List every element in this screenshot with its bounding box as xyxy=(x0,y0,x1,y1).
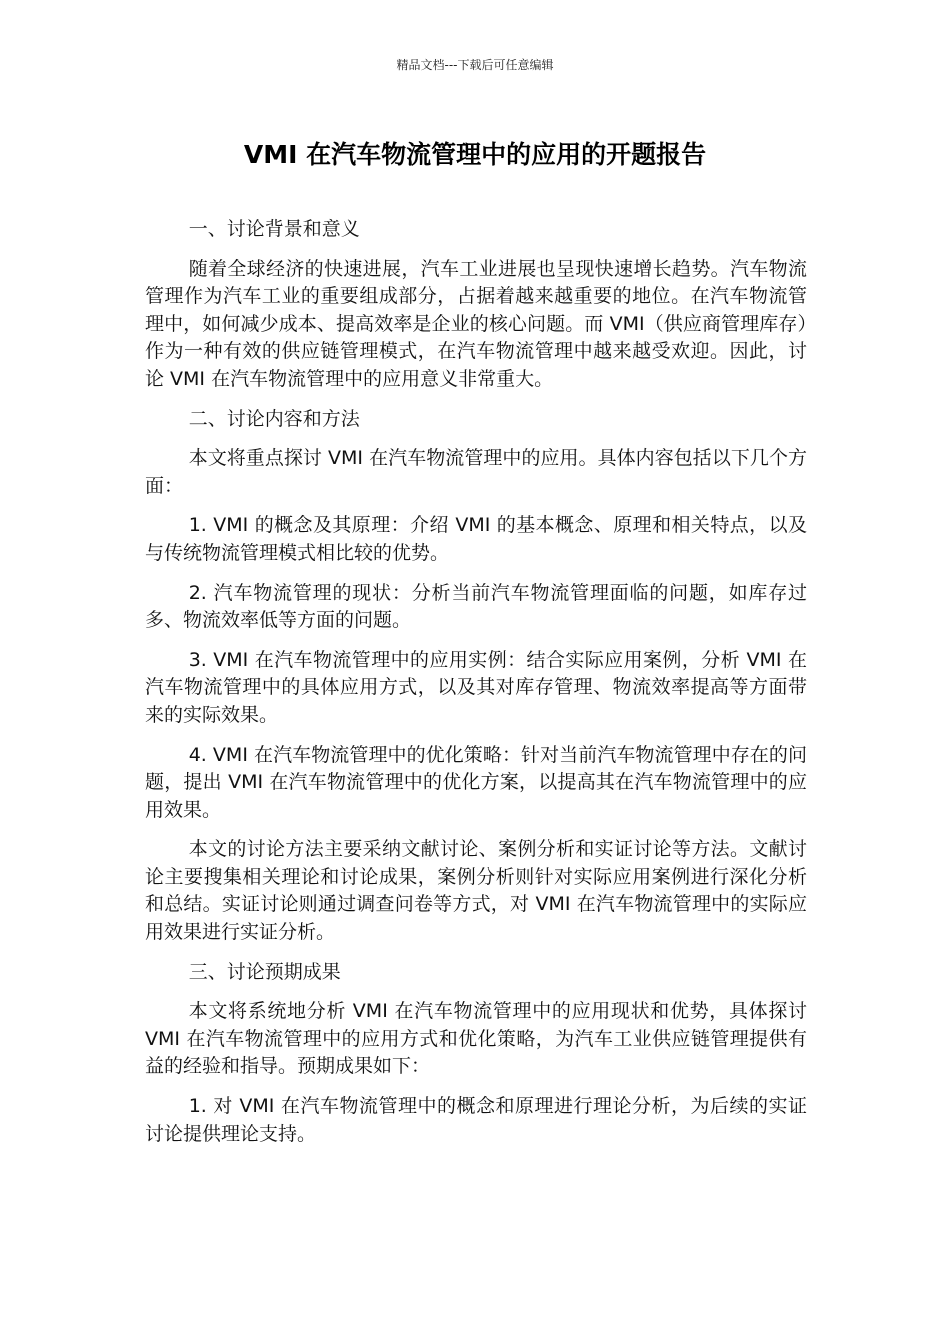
list-item-3: 3. VMI 在汽车物流管理中的应用实例：结合实际应用案例，分析 VMI 在汽车物流管理中的具体应用方式，以及其对库存管理、物流效率提高等方面带来的实际效果。 xyxy=(145,648,807,726)
header-note: 精品文档---下载后可任意编辑 xyxy=(396,58,554,72)
section-heading-expected-results: 三、讨论预期成果 xyxy=(188,960,341,983)
paragraph-expected-results: 本文将系统地分析 VMI 在汽车物流管理中的应用现状和优势，具体探讨 VMI 在汽车物流管理中的应用方式和优化策略，为汽车工业供应链管理提供有益的经验和指导。预期成果如下： xyxy=(145,1000,807,1078)
paragraph-methods: 本文的讨论方法主要采纳文献讨论、案例分析和实证讨论等方法。文献讨论主要搜集相关理论和讨论成果，案例分析则针对实际应用案例进行深化分析和总结。实证讨论则通过调查问卷等方式，对 VMI 在汽车物流管理中的实际应用效果进行实证分析。 xyxy=(145,838,807,944)
list-item-1: 1. VMI 的概念及其原理：介绍 VMI 的基本概念、原理和相关特点，以及与传统物流管理模式相比较的优势。 xyxy=(145,514,807,564)
section-heading-content-method: 二、讨论内容和方法 xyxy=(188,407,360,430)
section-heading-background: 一、讨论背景和意义 xyxy=(188,218,360,240)
paragraph-background: 随着全球经济的快速进展，汽车工业进展也呈现快速增长趋势。汽车物流管理作为汽车工业的重要组成部分，占据着越来越重要的地位。在汽车物流管理中，如何减少成本、提高效率是企业的核心问题。而 VMI（供应商管理库存）作为一种有效的供应链管理模式，在汽车物流管理中越来越受欢迎。因此，讨论 VMI 在汽车物流管理中的应用意义非常重大。 xyxy=(145,257,807,390)
page-title: VMI 在汽车物流管理中的应用的开题报告 xyxy=(243,140,707,169)
document-body xyxy=(145,216,807,1160)
list-item-4: 4. VMI 在汽车物流管理中的优化策略：针对当前汽车物流管理中存在的问题，提出 VMI 在汽车物流管理中的优化方案，以提高其在汽车物流管理中的应用效果。 xyxy=(145,743,807,821)
result-item-1: 1. 对 VMI 在汽车物流管理中的概念和原理进行理论分析，为后续的实证讨论提供理论支持。 xyxy=(145,1095,807,1145)
list-item-2: 2. 汽车物流管理的现状：分析当前汽车物流管理面临的问题，如库存过多、物流效率低等方面的问题。 xyxy=(145,581,807,632)
paragraph-content-intro: 本文将重点探讨 VMI 在汽车物流管理中的应用。具体内容包括以下几个方面： xyxy=(145,447,807,497)
